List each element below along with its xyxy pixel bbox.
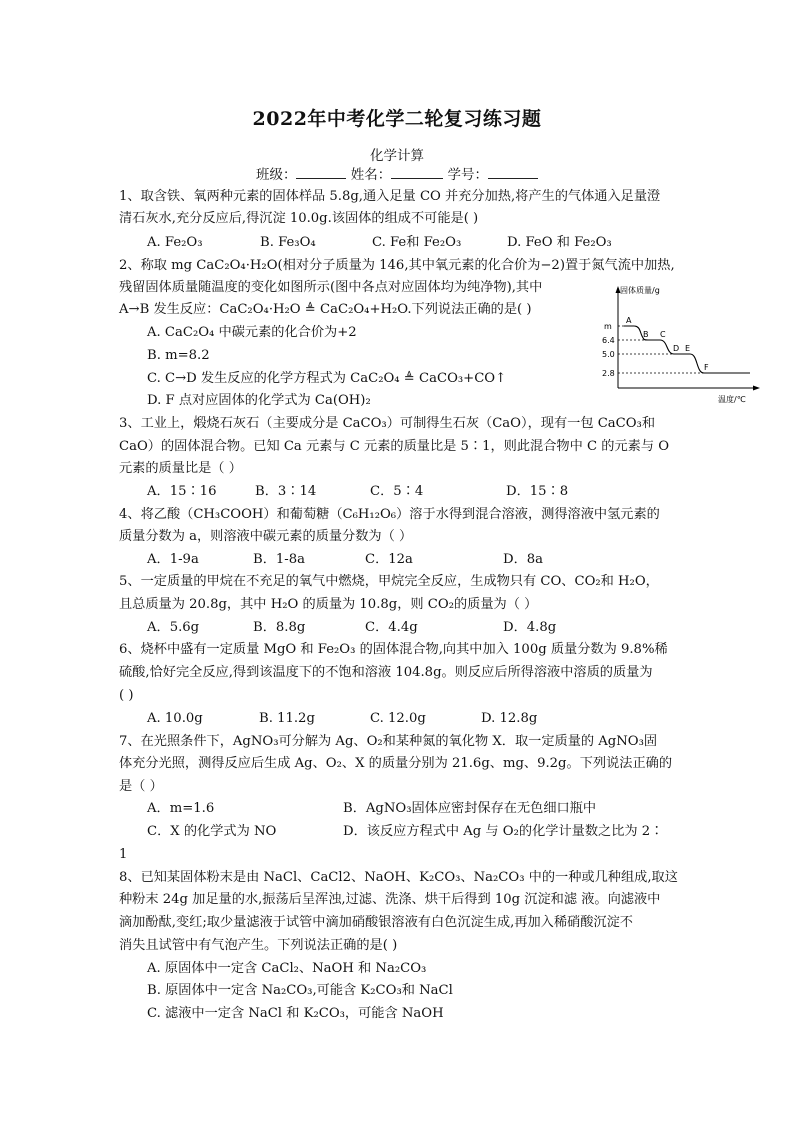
q4-option-b: B．1-8a (253, 552, 305, 567)
q3-line2: CaO）的固体混合物。已知 Ca 元素与 C 元素的质量比是 5∶1，则此混合物中 C 的元素与 O (119, 439, 670, 454)
q2-option-a: A. CaC₂O₄ 中碳元素的化合价为+2 (147, 325, 357, 340)
q8-option-c: C. 滤液中一定含 NaCl 和 K₂CO₃，可能含 NaOH (147, 1006, 444, 1021)
student-info-row (0, 163, 794, 183)
q3-line3: 元素的质量比是（ ） (119, 461, 242, 476)
q2-option-b: B. m=8.2 (147, 348, 210, 363)
q5-option-a: A．5.6g (147, 620, 200, 635)
x-axis-arrow (753, 386, 760, 391)
q2-line1: 2、称取 mg CaC₂O₄·H₂O(相对分子质量为 146,其中氧元素的化合价为−2)置于氮气流中加热, (119, 258, 675, 273)
q8-option-b: B. 原固体中一定含 Na₂CO₃,可能含 K₂CO₃和 NaCl (147, 983, 453, 998)
point-f-label: F (704, 363, 709, 372)
q3-option-c: C．5∶4 (370, 484, 424, 499)
q2-option-c: C. C→D 发生反应的化学方程式为 CaC₂O₄ ≜ CaCO₃+CO↑ (147, 371, 507, 386)
q6-line2: 硫酸,恰好完全反应,得到该温度下的不饱和溶液 104.8g。则反应后所得溶液中溶质的质量为 (119, 665, 653, 680)
q5-line2: 且总质量为 20.8g，其中 H₂O 的质量为 10.8g，则 CO₂的质量为（ ） (119, 597, 538, 612)
q4-option-c: C．12a (365, 552, 413, 567)
ytick-6.4: 6.4 (602, 336, 615, 345)
q2-line2: 残留固体质量随温度的变化如图所示(图中各点对应固体均为纯净物),其中 (119, 280, 543, 295)
q8-line1: 8、已知某固体粉末是由 NaCl、CaCl2、NaOH、K₂CO₃、Na₂CO₃ 中的一种或几种组成,取这 (119, 870, 678, 885)
q6-option-d: D. 12.8g (481, 711, 538, 726)
y-axis-label: 固体质量/g (620, 286, 660, 295)
q5-option-b: B．8.8g (253, 620, 306, 635)
q4-line1: 4、将乙酸（CH₃COOH）和葡萄糖（C₆H₁₂O₆）溶于水得到混合溶液，测得溶液中氢元素的 (119, 507, 660, 522)
q4-option-d: D．8a (503, 552, 544, 567)
q7-option-d: D．该反应方程式中 Ag 与 O₂的化学计量数之比为 2∶ (343, 824, 664, 839)
q1-option-d: D. FeO 和 Fe₂O₃ (507, 235, 612, 250)
q1-option-c: C. Fe和 Fe₂O₃ (372, 235, 462, 250)
q4-option-a: A．1-9a (147, 552, 199, 567)
x-axis-label: 温度/℃ (718, 395, 746, 404)
q3-line1: 3、工业上，煅烧石灰石（主要成分是 CaCO₃）可制得生石灰（CaO），现有一包 CaCO₃和 (119, 416, 656, 431)
q2-line3: A→B 发生反应：CaC₂O₄·H₂O ≜ CaC₂O₄+H₂O.下列说法正确的是( ) (119, 302, 532, 317)
ytick-m: m (604, 322, 612, 331)
mass-temperature-chart (600, 280, 760, 410)
class-blank[interactable] (296, 166, 346, 179)
q6-option-b: B. 11.2g (259, 711, 315, 726)
q5-option-d: D．4.8g (503, 620, 557, 635)
page-title: 2022年中考化学二轮复习练习题 (252, 108, 542, 130)
q3-option-b: B．3∶14 (255, 484, 317, 499)
q7-line3: 是（ ） (119, 779, 163, 794)
q2-option-d: D. F 点对应固体的化学式为 Ca(OH)₂ (147, 393, 371, 408)
q8-option-a: A. 原固体中一定含 CaCl₂、NaOH 和 Na₂CO₃ (147, 961, 427, 976)
name-blank[interactable] (391, 166, 443, 179)
q5-line1: 5、一定质量的甲烷在不充足的氧气中燃烧，甲烷完全反应，生成物只有 CO、CO₂和 H₂O， (119, 574, 659, 589)
id-label: 学号： (447, 167, 489, 183)
point-a-label: A (626, 316, 632, 325)
point-b-label: B (643, 330, 649, 339)
q1-line1: 1、取含铁、氧两种元素的固体样品 5.8g,通入足量 CO 并充分加热,将产生的气体通入足量澄 (119, 189, 661, 204)
q5-option-c: C．4.4g (365, 620, 418, 635)
q6-option-c: C. 12.0g (370, 711, 426, 726)
q3-option-d: D．15∶8 (506, 484, 569, 499)
q8-line2: 种粉末 24g 加足量的水,振荡后呈浑浊,过滤、洗涤、烘干后得到 10g 沉淀和滤 液。向滤液中 (119, 892, 661, 907)
q6-option-a: A. 10.0g (147, 711, 203, 726)
q1-option-a: A. Fe₂O₃ (147, 235, 203, 250)
name-label: 姓名： (350, 167, 392, 183)
point-e-label: E (685, 344, 691, 353)
q4-line2: 质量分数为 a，则溶液中碳元素的质量分数为（ ） (119, 529, 413, 544)
q7-line2: 体充分光照，测得反应后生成 Ag、O₂、X 的质量分别为 21.6g、mg、9.2g。下列说法正确的 (119, 756, 673, 771)
q7-option-d-continued: 1 (119, 847, 128, 862)
q1-line2: 清石灰水,充分反应后,得沉淀 10.0g.该固体的组成不可能是( ) (119, 211, 479, 226)
point-c-label: C (660, 330, 666, 339)
q7-option-c: C．X 的化学式为 NO (147, 824, 277, 839)
q6-line3: ( ) (119, 688, 134, 703)
q7-option-a: A．m=1.6 (147, 801, 215, 816)
q1-option-b: B. Fe₃O₄ (260, 235, 316, 250)
ytick-2.8: 2.8 (602, 369, 615, 378)
q7-option-b: B．AgNO₃固体应密封保存在无色细口瓶中 (343, 801, 597, 816)
class-label: 班级： (255, 167, 297, 183)
q7-line1: 7、在光照条件下，AgNO₃可分解为 Ag、O₂和某种氮的氧化物 X．取一定质量的 AgNO₃固 (119, 734, 658, 749)
q8-line4: 消失且试管中有气泡产生。下列说法正确的是( ) (119, 938, 398, 953)
point-d-label: D (673, 344, 680, 353)
q8-line3: 滴加酚酞,变红;取少量滤液于试管中滴加硝酸银溶液有白色沉淀生成,再加入稀硝酸沉淀不 (119, 915, 633, 930)
q6-line1: 6、烧杯中盛有一定质量 MgO 和 Fe₂O₃ 的固体混合物,向其中加入 100g 质量分数为 9.8%稀 (119, 642, 668, 657)
ytick-5.0: 5.0 (602, 350, 615, 359)
id-blank[interactable] (488, 166, 538, 179)
q3-option-a: A．15∶16 (147, 484, 217, 499)
page-subtitle: 化学计算 (370, 148, 424, 164)
